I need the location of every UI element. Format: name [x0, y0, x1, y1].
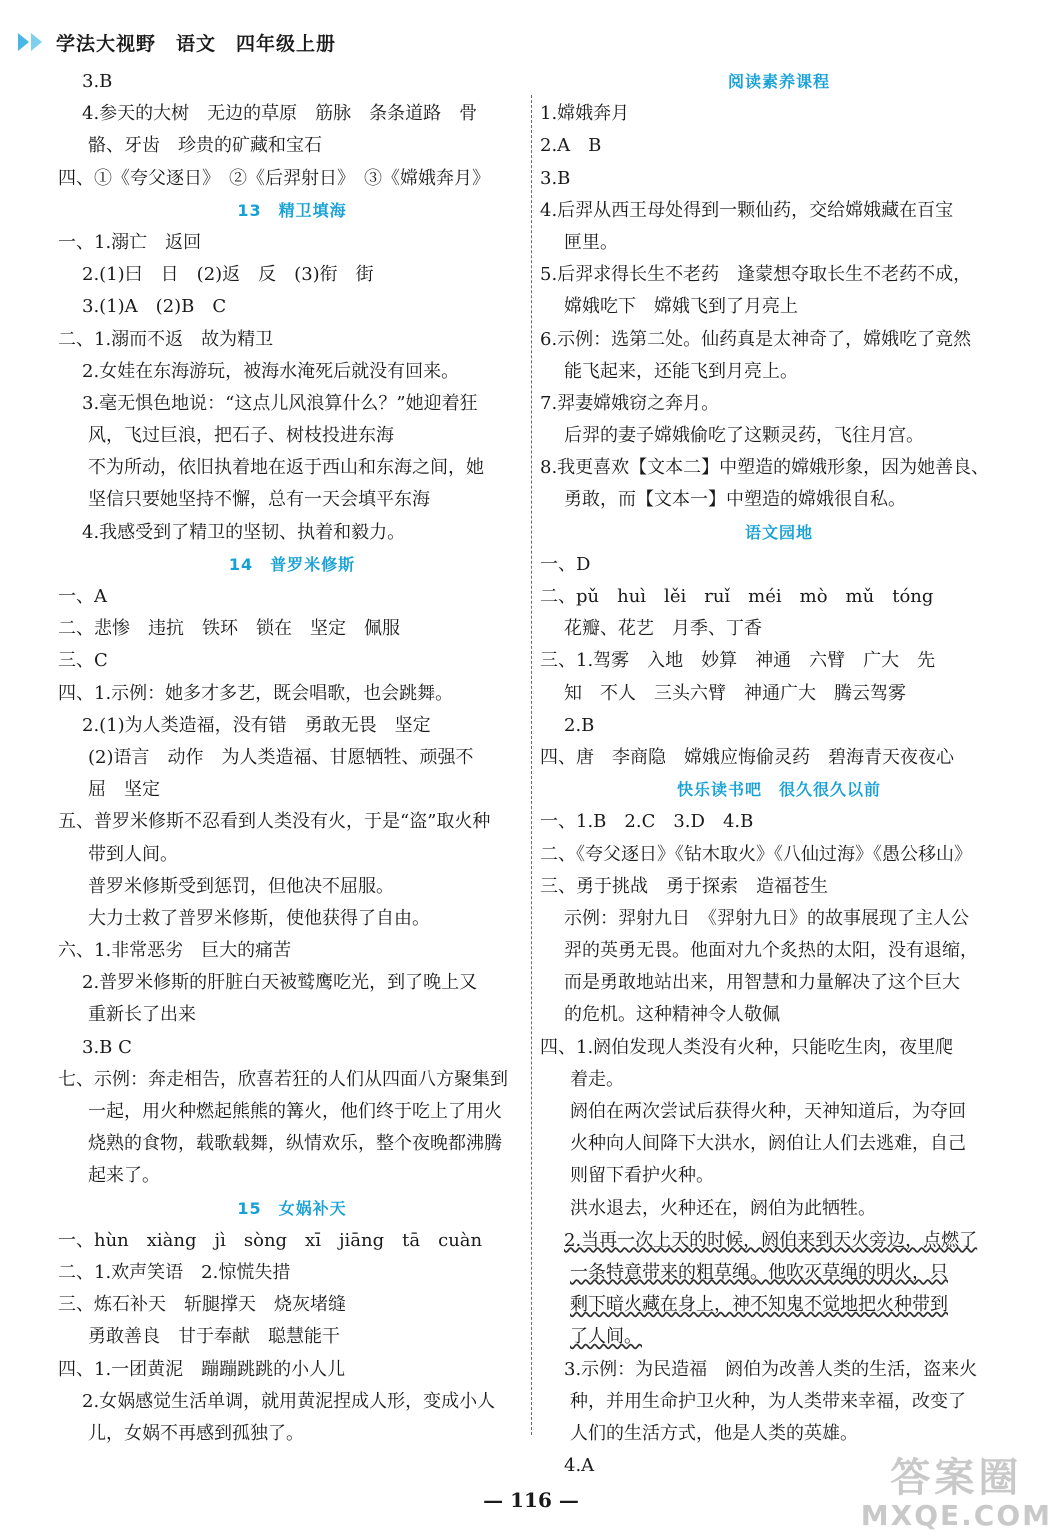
answer-line: 2.女娃在东海游玩，被海水淹死后就没有回来。 [82, 360, 460, 382]
left-column [58, 66, 526, 1450]
answer-line: 一起，用火种燃起熊熊的篝火，他们终于吃上了用火 [88, 1101, 502, 1122]
answer-line: 五、普罗米修斯不忍看到人类没有火，于是“盗”取火种 [58, 811, 491, 833]
answer-line: 三、1.驾雾 入地 妙算 神通 六臂 广大 先 [540, 650, 936, 672]
column-divider [531, 95, 532, 1435]
answer-line: 了人间。 [570, 1326, 642, 1348]
answer-line: 三、炼石补天 斩腿撑天 烧灰堵缝 [58, 1294, 346, 1316]
answer-line: 一、A [58, 586, 107, 607]
answer-line: 种，并用生命护卫火种，为人类带来幸福，改变了 [570, 1390, 966, 1412]
answer-line: 4.我感受到了精卫的坚韧、执着和毅力。 [82, 521, 406, 543]
answer-line: 勇敢善良 甘于奉献 聪慧能干 [88, 1326, 340, 1348]
section-heading: 15 女娲补天 [237, 1198, 347, 1218]
answer-line: 七、示例：奔走相告，欣喜若狂的人们从四面八方聚集到 [58, 1068, 508, 1090]
answer-line: 三、勇于挑战 勇于探索 造福苍生 [540, 875, 828, 897]
answer-line: 四、1.阏伯发现人类没有火种，只能吃生肉，夜里爬 [540, 1036, 954, 1058]
answer-line: 3.B [540, 167, 571, 189]
answer-line: 二、《夸父逐日》《钻木取火》《八仙过海》《愚公移山》 [540, 843, 972, 865]
answer-line: 知 不人 三头六臂 神通广大 腾云驾雾 [564, 682, 906, 704]
answer-line: 阏伯在两次尝试后获得火种，天神知道后，为夺回 [570, 1101, 966, 1122]
answer-line: 2.(1)曰 日 (2)返 反 (3)衔 街 [82, 264, 374, 286]
book-title: 学法大视野 语文 四年级上册 [56, 32, 337, 55]
watermark-text: 答案圈 [890, 1455, 1023, 1501]
answer-line: 3.毫无惧色地说：“这点儿风浪算什么？”她迎着狂 [82, 392, 478, 414]
answer-line: 4.后羿从西王母处得到一颗仙药，交给嫦娥藏在百宝 [540, 199, 954, 221]
section-heading: 13 精卫填海 [237, 200, 347, 220]
watermark-url: MXQE.COM [860, 1499, 1052, 1532]
answer-line: (2)语言 动作 为人类造福、甘愿牺牲、顽强不 [88, 746, 474, 768]
answer-line: 屈 坚定 [88, 779, 160, 801]
answer-line: 二、1.溺而不返 故为精卫 [58, 328, 274, 350]
answer-line: 3.B [82, 71, 113, 92]
answer-line: 四、1.一团黄泥 蹦蹦跳跳的小人儿 [58, 1358, 346, 1380]
answer-line: 三、C [58, 650, 108, 672]
answer-line: 四、①《夸父逐日》 ②《后羿射日》 ③《嫦娥奔月》 [58, 167, 490, 189]
answer-line: 坚信只要她坚持不懈，总有一天会填平东海 [88, 489, 430, 511]
answer-line: 花瓣、花艺 月季、丁香 [564, 618, 762, 640]
right-column [540, 66, 1018, 1482]
answer-line: 2.B [564, 714, 595, 736]
answer-line: 4.A [564, 1455, 595, 1477]
answer-line: 风，飞过巨浪，把石子、树枝投进东海 [88, 425, 394, 447]
answer-line: 二、1.欢声笑语 2.惊慌失措 [58, 1261, 291, 1283]
answer-line: 1.嫦娥奔月 [540, 103, 630, 125]
answer-line: 8.我更喜欢【文本二】中塑造的嫦娥形象，因为她善良、 [540, 457, 990, 479]
answer-line: 一、D [540, 553, 591, 575]
answer-line: 则留下看护火种。 [570, 1165, 714, 1187]
answer-line: 普罗米修斯受到惩罚，但他决不屈服。 [88, 875, 394, 897]
answer-line: 剩下暗火藏在身上，神不知鬼不觉地把火种带到 [570, 1294, 948, 1316]
answer-line: 着走。 [570, 1068, 624, 1090]
answer-line: 勇敢，而【文本一】中塑造的嫦娥很自私。 [564, 489, 906, 511]
answer-line: 2.A B [540, 135, 602, 157]
answer-line: 一条特意带来的粗草绳。他吹灭草绳的明火，只 [570, 1261, 948, 1283]
answer-line: 7.羿妻嫦娥窃之奔月。 [540, 392, 720, 414]
answer-line: 能飞起来，还能飞到月亮上。 [564, 360, 798, 382]
answer-line: 一、1.溺亡 返回 [58, 231, 202, 253]
answer-line: 5.后羿求得长生不老药 逢蒙想夺取长生不老药不成， [540, 264, 972, 286]
answer-line: 重新长了出来 [88, 1004, 196, 1026]
answer-line: 羿的英勇无畏。他面对九个炙热的太阳，没有退缩， [564, 940, 978, 962]
answer-line: 3.B C [82, 1036, 132, 1058]
section-heading: 语文园地 [744, 522, 813, 542]
answer-line: 大力士救了普罗米修斯，使他获得了自由。 [88, 907, 430, 929]
answer-line: 骼、牙齿 珍贵的矿藏和宝石 [88, 135, 322, 157]
watermark-logo [861, 1456, 1052, 1532]
answer-line: 儿，女娲不再感到孤独了。 [88, 1422, 304, 1444]
answer-line: 人们的生活方式，他是人类的英雄。 [570, 1422, 858, 1444]
answer-line: 6.示例：选第二处。仙药真是太神奇了，嫦娥吃了竟然 [540, 328, 972, 350]
answer-line: 嫦娥吃下 嫦娥飞到了月亮上 [564, 296, 798, 318]
section-heading: 阅读素养课程 [727, 72, 830, 91]
answer-line: 示例：羿射九日 《羿射九日》的故事展现了主人公 [564, 907, 969, 929]
answer-line: 的危机。这种精神令人敬佩 [564, 1004, 780, 1026]
answer-line: 2.当再一次上天的时候，阏伯来到天火旁边，点燃了 [564, 1229, 978, 1251]
answer-line: 带到人间。 [88, 843, 178, 865]
answer-line: 六、1.非常恶劣 巨大的痛苦 [58, 940, 292, 962]
answer-line: 匣里。 [564, 231, 618, 253]
answer-line: 四、1.示例：她多才多艺，既会唱歌，也会跳舞。 [58, 682, 454, 704]
answer-line: 2.女娲感觉生活单调，就用黄泥捏成人形，变成小人 [82, 1390, 496, 1412]
page-number: — 116 — [483, 1488, 579, 1512]
answer-line: 一、1.B 2.C 3.D 4.B [540, 811, 754, 833]
answer-line: 3.(1)A (2)B C [82, 296, 227, 318]
answer-line: 二、pǔ huì lěi ruǐ méi mò mǔ tóng [540, 586, 934, 607]
answer-line: 3.示例：为民造福 阏伯为改善人类的生活，盗来火 [564, 1358, 978, 1380]
page-header [18, 22, 336, 62]
answer-line: 火种向人间降下大洪水，阏伯让人们去逃难，自己 [570, 1133, 966, 1155]
answer-line: 后羿的妻子嫦娥偷吃了这颗灵药，飞往月宫。 [564, 425, 924, 447]
answer-line: 洪水退去，火种还在，阏伯为此牺牲。 [570, 1197, 876, 1219]
answer-line: 而是勇敢地站出来，用智慧和力量解决了这个巨大 [564, 972, 960, 994]
answer-line: 二、悲惨 违抗 铁环 锁在 坚定 佩服 [58, 618, 400, 640]
arrow-icon [18, 33, 44, 51]
answer-line: 4.参天的大树 无边的草原 筋脉 条条道路 骨 [82, 103, 478, 125]
answer-line: 四、唐 李商隐 嫦娥应悔偷灵药 碧海青天夜夜心 [540, 746, 954, 768]
answer-line: 2.普罗米修斯的肝脏白天被鹫鹰吃光，到了晚上又 [82, 972, 478, 994]
answer-line: 不为所动，依旧执着地在返于西山和东海之间，她 [88, 457, 484, 479]
answer-line: 起来了。 [88, 1165, 160, 1187]
answer-line: 烧熟的食物，载歌载舞，纵情欢乐，整个夜晚都沸腾 [88, 1133, 502, 1155]
section-heading: 14 普罗米修斯 [228, 554, 356, 574]
answer-line: 2.(1)为人类造福，没有错 勇敢无畏 坚定 [82, 714, 431, 736]
section-heading: 快乐读书吧 很久很久以前 [676, 780, 881, 800]
answer-line: 一、hùn xiàng jì sòng xī jiāng tā cuàn [58, 1229, 483, 1251]
